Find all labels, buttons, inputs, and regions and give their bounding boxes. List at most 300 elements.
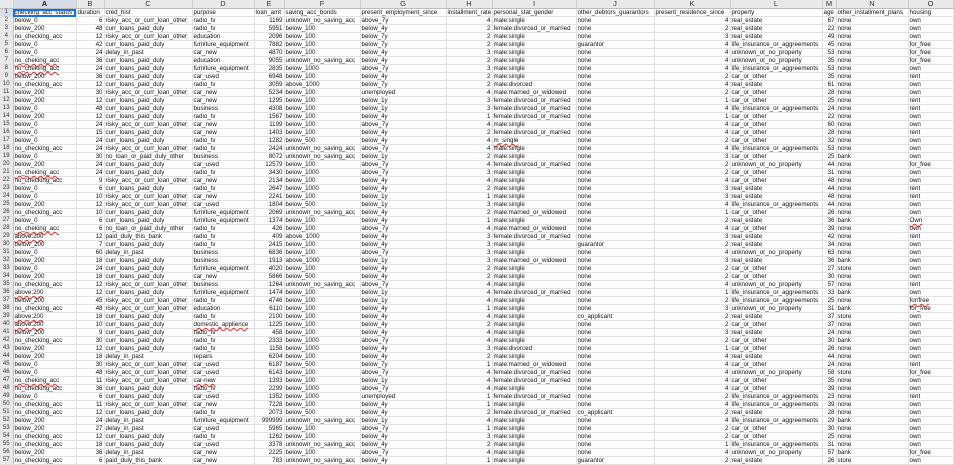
cell[interactable]: below_100 [284,33,360,41]
cell[interactable]: female:divorced_or_married [492,105,576,113]
cell[interactable]: below_4y [360,313,446,321]
cell[interactable]: 36 [76,57,104,65]
cell[interactable]: life_insurance_or_aggreements [730,145,822,153]
cell[interactable]: business [192,153,254,161]
cell[interactable]: below_4y [360,433,446,441]
cell[interactable]: below_0 [13,17,76,25]
cell[interactable]: below_100 [284,177,360,185]
cell[interactable]: car_or_other [730,89,822,97]
cell[interactable]: none [836,345,908,353]
cell[interactable]: none [836,225,908,233]
cell[interactable]: 42 [76,41,104,49]
cell[interactable]: none [576,225,654,233]
cell[interactable]: radio_tv [192,433,254,441]
cell[interactable]: none [836,321,908,329]
cell[interactable]: own [908,249,953,257]
cell[interactable]: 5866 [254,273,284,281]
cell[interactable]: 6836 [254,249,284,257]
cell[interactable]: car_new [192,129,254,137]
cell[interactable]: below_200 [13,97,76,105]
cell[interactable]: real_estate [730,217,822,225]
cell[interactable]: own [908,201,953,209]
cell[interactable]: 36 [822,217,836,225]
cell[interactable]: 9 [76,177,104,185]
cell[interactable]: 6 [76,17,104,25]
cell[interactable]: below_500 [284,273,360,281]
cell[interactable]: below_1y [360,297,446,305]
cell[interactable]: 3 [446,241,492,249]
cell[interactable]: housing [908,9,953,17]
cell[interactable]: life_insurance_or_aggreements [730,297,822,305]
cell[interactable]: delay_in_past [104,449,192,457]
cell[interactable]: none [836,273,908,281]
row-header[interactable]: 6 [0,49,13,57]
cell[interactable]: car_new [192,457,254,465]
cell[interactable]: below_1y [360,377,446,385]
cell[interactable]: none [576,25,654,33]
cell[interactable]: no_checking_acc [13,409,76,417]
cell[interactable]: below_1000 [284,185,360,193]
cell[interactable]: 30 [822,337,836,345]
cell[interactable]: radio_tv [192,113,254,121]
cell[interactable]: below_500 [284,361,360,369]
cell[interactable]: 4 [654,401,730,409]
cell[interactable]: unknown_no_saving_acc [284,57,360,65]
cell[interactable]: 3430 [254,169,284,177]
cell[interactable]: 2 [654,169,730,177]
cell[interactable]: none [576,265,654,273]
cell[interactable]: car_or_other [730,225,822,233]
cell[interactable]: 3 [446,433,492,441]
cell[interactable]: 4 [654,129,730,137]
row-header[interactable]: 1 [0,9,13,17]
cell[interactable]: below_200 [13,89,76,97]
cell[interactable]: none [576,113,654,121]
row-header[interactable]: 22 [0,177,13,185]
cell[interactable]: risky_acc_or_curr_loan_other [104,177,192,185]
cell[interactable]: 4 [654,249,730,257]
cell[interactable]: none [576,353,654,361]
cell[interactable]: 4 [654,361,730,369]
cell[interactable]: 2 [654,457,730,465]
cell[interactable]: for_free [908,161,953,169]
cell[interactable]: risky_acc_or_curr_loan_other [104,89,192,97]
cell[interactable]: 31 [822,305,836,313]
cell[interactable]: no_checking_acc [13,145,76,153]
cell[interactable]: 61 [822,81,836,89]
cell[interactable]: unknown_no_saving_acc [284,209,360,217]
cell[interactable]: none [576,105,654,113]
cell[interactable]: male:single [492,425,576,433]
cell[interactable]: no_checking_acc [13,337,76,345]
cell[interactable]: below_100 [284,305,360,313]
cell[interactable]: car_or_other [730,113,822,121]
cell[interactable]: unemployed [360,89,446,97]
cell[interactable]: curr_loans_paid_duly [104,257,192,265]
cell[interactable]: male:single [492,353,576,361]
cell[interactable]: 999999 [254,417,284,425]
cell[interactable]: 4 [446,417,492,425]
cell[interactable]: 6 [76,225,104,233]
cell[interactable]: other_installment_plans [836,9,908,17]
cell[interactable]: 31 [822,441,836,449]
cell[interactable]: above_7y [360,425,446,433]
cell[interactable]: for_free [908,305,953,313]
cell[interactable]: life_insurance_or_aggreements [730,289,822,297]
cell[interactable]: present_residence_since [654,9,730,17]
cell[interactable]: none [836,425,908,433]
cell[interactable]: 2 [446,441,492,449]
cell[interactable]: 5965 [254,425,284,433]
cell[interactable]: 28 [822,89,836,97]
cell[interactable]: none [836,145,908,153]
cell[interactable]: none [576,329,654,337]
row-header[interactable]: 44 [0,353,13,361]
cell[interactable]: furniture_equipment [192,265,254,273]
cell[interactable]: curr_loans_paid_duly [104,329,192,337]
cell[interactable]: 2 [654,265,730,273]
cell[interactable]: 36 [822,257,836,265]
cell[interactable]: unknown_or_no_property [730,161,822,169]
cell[interactable]: 4 [446,313,492,321]
cell[interactable]: real_estate [730,409,822,417]
cell[interactable]: 9 [76,329,104,337]
cell[interactable]: 6204 [254,353,284,361]
cell[interactable]: below_0 [13,393,76,401]
cell[interactable]: curr_loans_paid_duly [104,393,192,401]
cell[interactable]: 24 [76,137,104,145]
column-header-h[interactable]: H [446,0,492,9]
cell[interactable]: below_200 [13,25,76,33]
cell[interactable]: none [576,169,654,177]
cell[interactable]: below_100 [284,105,360,113]
cell[interactable]: 1 [446,401,492,409]
row-header[interactable]: 19 [0,153,13,161]
cell[interactable]: life_insurance_or_aggreements [730,401,822,409]
cell[interactable]: 29 [822,417,836,425]
cell[interactable]: radio_tv [192,17,254,25]
cell[interactable]: female:divorced_or_married [492,113,576,121]
cell[interactable]: curr_loans_paid_duly [104,273,192,281]
cell[interactable]: none [576,49,654,57]
cell[interactable]: 18 [76,353,104,361]
cell[interactable]: 39 [822,225,836,233]
row-header[interactable]: 15 [0,121,13,129]
column-header-m[interactable]: M [822,0,836,9]
cell[interactable]: 24 [76,145,104,153]
cell[interactable]: rent [908,233,953,241]
cell[interactable]: own [908,353,953,361]
cell[interactable]: male:married_or_widowed [492,209,576,217]
cell[interactable]: 1403 [254,129,284,137]
cell[interactable]: 3 [654,329,730,337]
cell[interactable]: 27 [822,265,836,273]
cell[interactable]: curr_loans_paid_duly [104,57,192,65]
cell[interactable]: 426 [254,225,284,233]
cell[interactable]: installment_rate [447,9,492,16]
column-header-l[interactable]: L [730,0,822,9]
row-header[interactable]: 47 [0,377,13,385]
cell[interactable]: bank [836,305,908,313]
cell[interactable]: above:200 [13,321,76,329]
cell[interactable]: own [908,313,953,321]
cell[interactable]: 3 [654,185,730,193]
cell[interactable]: education [192,33,254,41]
row-header[interactable]: 24 [0,193,13,201]
cell[interactable]: male:single [492,313,576,321]
row-header[interactable]: 8 [0,65,13,73]
cell[interactable]: below_4y [360,401,446,409]
row-header[interactable]: 57 [0,457,13,465]
cell[interactable]: below_100 [284,217,360,225]
cell[interactable]: 35 [822,377,836,385]
cell[interactable]: below_0 [13,129,76,137]
cell[interactable]: 3 [446,49,492,57]
cell[interactable]: life_insurance_or_aggreements [730,417,822,425]
cell[interactable]: none [836,281,908,289]
cell[interactable]: none [836,249,908,257]
cell[interactable]: none [836,129,908,137]
cell[interactable]: above:200 [13,289,76,297]
cell[interactable]: Own [908,217,953,225]
cell[interactable]: above_7y [360,17,446,25]
cell[interactable]: below_500 [284,201,360,209]
cell[interactable]: none [836,409,908,417]
cell[interactable]: 3 [446,97,492,105]
cell[interactable]: own [908,337,953,345]
cell[interactable]: 2096 [254,33,284,41]
cell[interactable]: 36 [76,449,104,457]
cell[interactable]: below_200 [13,449,76,457]
row-header[interactable]: 34 [0,273,13,281]
cell[interactable]: 37 [822,313,836,321]
cell[interactable]: for/free [908,297,953,305]
row-header[interactable]: 30 [0,241,13,249]
cell[interactable]: 4 [446,297,492,305]
cell[interactable]: own [908,145,953,153]
cell[interactable]: above:200 [13,313,76,321]
cell[interactable]: 2 [654,393,730,401]
cell[interactable]: business [192,249,254,257]
cell[interactable]: 4 [654,225,730,233]
cell[interactable]: 2 [446,321,492,329]
row-header[interactable]: 14 [0,113,13,121]
cell[interactable]: own [908,289,953,297]
cell[interactable]: risky_acc_or_curr_loan_other [104,201,192,209]
cell[interactable]: 2 [446,153,492,161]
cell[interactable]: 3 [446,249,492,257]
cell[interactable]: 8072 [254,153,284,161]
cell[interactable]: 22 [822,25,836,33]
row-header[interactable]: 36 [0,289,13,297]
cell[interactable]: 2 [654,433,730,441]
cell[interactable]: above_7y [360,225,446,233]
cell[interactable]: 2333 [254,337,284,345]
cell[interactable]: delay_in_past [104,425,192,433]
cell[interactable]: 458 [254,329,284,337]
cell[interactable]: below_100 [284,249,360,257]
column-header-b[interactable]: B [76,0,104,9]
cell[interactable]: female:divorced_or_married [492,129,576,137]
cell[interactable]: 9055 [254,57,284,65]
cell[interactable]: car_or_other [730,345,822,353]
cell[interactable]: below_100 [284,49,360,57]
row-header[interactable]: 35 [0,281,13,289]
row-header[interactable]: 43 [0,345,13,353]
cell[interactable]: 6 [76,217,104,225]
cell[interactable]: unknown_or_no_property [730,57,822,65]
cell[interactable]: none [836,73,908,81]
cell[interactable]: 4 [654,385,730,393]
cell[interactable]: none [576,193,654,201]
cell[interactable]: 1 [654,97,730,105]
cell[interactable]: none [576,401,654,409]
cell[interactable]: 1 [446,457,492,465]
cell[interactable]: 28 [822,129,836,137]
cell[interactable]: curr_loans_paid_duly [104,41,192,49]
cell[interactable]: store [836,457,908,465]
cell[interactable]: 1374 [254,217,284,225]
cell[interactable]: 2 [446,73,492,81]
row-header[interactable]: 37 [0,297,13,305]
cell[interactable]: 4308 [254,105,284,113]
cell[interactable]: car_new [192,89,254,97]
cell[interactable]: 2069 [254,209,284,217]
cell[interactable]: car_used [192,441,254,449]
cell[interactable]: 12 [76,409,104,417]
cell[interactable]: 6187 [254,361,284,369]
cell[interactable]: own [908,241,953,249]
cell[interactable]: 10 [76,321,104,329]
cell[interactable]: 7228 [254,401,284,409]
cell[interactable]: own [908,65,953,73]
cell[interactable]: male:married_or_widowed [492,225,576,233]
row-header[interactable]: 45 [0,361,13,369]
cell[interactable]: 4 [446,289,492,297]
cell[interactable]: 2 [446,185,492,193]
cell[interactable]: 4 [654,81,730,89]
cell[interactable]: 22 [822,113,836,121]
cell[interactable]: education [192,57,254,65]
cell[interactable]: 4 [446,89,492,97]
cell[interactable]: below_7y [360,41,446,49]
cell[interactable]: furniture_equipment [192,209,254,217]
cell[interactable]: age [822,9,836,17]
cell[interactable]: unknown_no_saving_acc [284,153,360,161]
cell[interactable]: 4 [654,377,730,385]
cell[interactable]: below_4y [360,217,446,225]
cell[interactable]: none [836,385,908,393]
cell[interactable]: male:single [492,57,576,65]
cell[interactable]: 4746 [254,297,284,305]
column-header-c[interactable]: C [104,0,192,9]
cell[interactable]: below_0 [13,249,76,257]
cell[interactable]: 6 [76,185,104,193]
row-header[interactable]: 4 [0,33,13,41]
cell[interactable]: below_100 [284,161,360,169]
cell[interactable]: delay_in_past [104,353,192,361]
cell[interactable]: 18 [76,273,104,281]
cell[interactable]: above_7y [360,281,446,289]
column-header-k[interactable]: K [654,0,730,9]
cell[interactable]: 4 [654,417,730,425]
cell[interactable]: 2241 [254,193,284,201]
cell[interactable]: none [836,433,908,441]
cell[interactable]: own [908,321,953,329]
cell[interactable]: none [836,233,908,241]
cell[interactable]: present_employment_since [360,9,446,17]
cell[interactable]: none [836,161,908,169]
cell[interactable]: none [576,425,654,433]
cell[interactable]: life_insurance_or_aggreements [730,441,822,449]
cell[interactable]: delay_in_past [104,49,192,57]
cell[interactable]: male:single [492,401,576,409]
row-header[interactable]: 55 [0,441,13,449]
cell[interactable]: 6948 [254,73,284,81]
cell[interactable]: 1 [654,441,730,449]
cell[interactable]: below_4y [360,57,446,65]
cell[interactable]: below_4y [360,49,446,57]
cell[interactable]: below_4y [360,185,446,193]
cell[interactable]: 2 [446,81,492,89]
cell[interactable]: none [576,145,654,153]
cell[interactable]: real_estate [730,25,822,33]
cell[interactable]: no_checking_acc [13,81,76,89]
cell[interactable]: car_or_other [730,265,822,273]
cell[interactable]: 30 [76,361,104,369]
cell[interactable]: curr_loans_paid_duly [104,217,192,225]
cell[interactable]: curr_loans_paid_duly [104,409,192,417]
cell[interactable]: 4 [654,449,730,457]
cell[interactable]: male:single [492,193,576,201]
cell[interactable]: own [908,25,953,33]
cell[interactable]: no_cheking_acc [13,169,76,177]
cell[interactable]: none [576,73,654,81]
cell[interactable]: below_200 [13,257,76,265]
cell[interactable]: 4 [446,121,492,129]
cell[interactable]: 7882 [254,41,284,49]
cell[interactable]: female:divorced_or_married [492,393,576,401]
cell[interactable]: own [908,33,953,41]
cell[interactable]: none [576,137,654,145]
cell[interactable]: co_applicant [576,313,654,321]
cell[interactable]: 3 [654,257,730,265]
row-header[interactable]: 46 [0,369,13,377]
cell[interactable]: delay_in_past [104,249,192,257]
cell[interactable]: below_1y [360,153,446,161]
cell[interactable]: unemployed [360,393,446,401]
cell[interactable]: 63 [822,249,836,257]
cell[interactable]: rent [908,73,953,81]
cell[interactable]: 4 [654,41,730,49]
row-header[interactable]: 3 [0,25,13,33]
cell[interactable]: below_100 [284,433,360,441]
cell[interactable]: car_new [192,97,254,105]
cell[interactable]: store [836,265,908,273]
cell[interactable]: curr_loans_paid_duly [104,105,192,113]
cell[interactable]: 23 [822,393,836,401]
cell[interactable]: risky_acc_or_curr_loan_other [104,401,192,409]
cell[interactable]: below_1y [360,201,446,209]
cell[interactable]: car_new [192,121,254,129]
cell[interactable]: 4 [654,105,730,113]
cell[interactable]: bank [836,257,908,265]
cell[interactable]: no_cheking_acc [13,225,76,233]
cell[interactable]: 4 [654,49,730,57]
cell[interactable]: 37 [822,321,836,329]
cell[interactable]: 15 [76,129,104,137]
cell[interactable]: 2 [446,209,492,217]
